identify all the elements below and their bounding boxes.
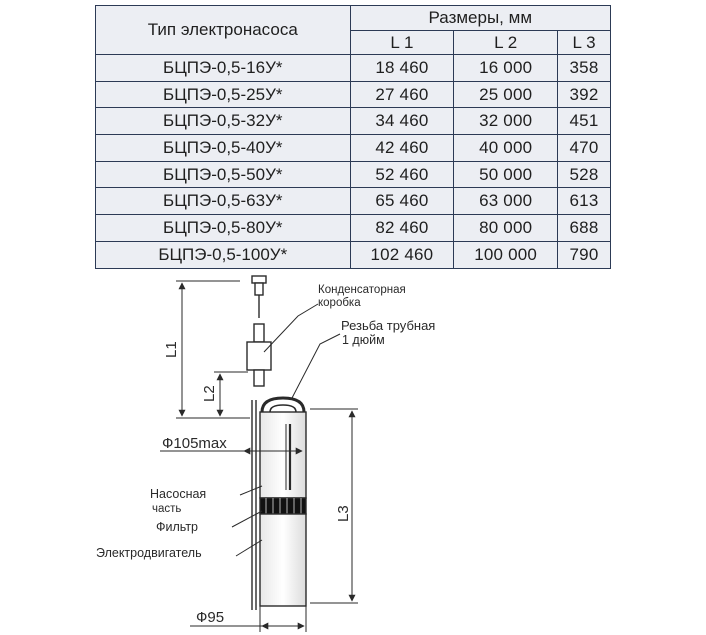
pipe-thread-label-2: 1 дюйм [342, 333, 385, 347]
diameter-95-label: Ф95 [196, 609, 225, 626]
pump-dimensions-table [95, 5, 611, 269]
pipe-thread-label: Резьба трубная [341, 318, 436, 333]
cell-l1: 102 460 [350, 241, 454, 268]
cell-l1: 27 460 [350, 81, 454, 108]
l3-label: L3 [335, 505, 352, 522]
diameter-max-label: Ф105max [162, 435, 227, 452]
filter-band [260, 498, 306, 514]
table-row [96, 161, 611, 188]
cell-l2: 80 000 [454, 215, 558, 242]
pump-drawing [0, 270, 706, 635]
cell-l3: 470 [558, 135, 611, 162]
cell-type: БЦПЭ-0,5-40У* [96, 135, 351, 162]
cell-type: БЦПЭ-0,5-80У* [96, 215, 351, 242]
cell-type: БЦПЭ-0,5-32У* [96, 108, 351, 135]
cell-type: БЦПЭ-0,5-16У* [96, 55, 351, 82]
capacitor-box-label-2: коробка [318, 297, 361, 309]
table-row [96, 215, 611, 242]
motor-label: Электродвигатель [96, 546, 202, 560]
cell-l1: 42 460 [350, 135, 454, 162]
table-row [96, 55, 611, 82]
cell-l1: 65 460 [350, 188, 454, 215]
cell-type: БЦПЭ-0,5-100У* [96, 241, 351, 268]
capacitor-box [247, 324, 271, 386]
table-row [96, 108, 611, 135]
cable-connector [252, 276, 266, 318]
l1-label: L1 [163, 341, 180, 358]
cell-l3: 528 [558, 161, 611, 188]
cell-l2: 50 000 [454, 161, 558, 188]
cell-l3: 392 [558, 81, 611, 108]
cell-type: БЦПЭ-0,5-50У* [96, 161, 351, 188]
filter-label: Фильтр [156, 520, 198, 534]
cell-l1: 52 460 [350, 161, 454, 188]
l2-label: L2 [201, 385, 218, 402]
cell-l2: 100 000 [454, 241, 558, 268]
header-sizes: Размеры, мм [350, 6, 610, 31]
cell-l2: 32 000 [454, 108, 558, 135]
cell-l1: 18 460 [350, 55, 454, 82]
cell-type: БЦПЭ-0,5-25У* [96, 81, 351, 108]
header-pump-type: Тип электронасоса [96, 6, 351, 55]
header-l3: L 3 [558, 31, 611, 55]
table-row [96, 81, 611, 108]
cell-l3: 688 [558, 215, 611, 242]
cell-l1: 34 460 [350, 108, 454, 135]
cell-l3: 790 [558, 241, 611, 268]
pump-part-body [260, 412, 306, 498]
cell-l2: 40 000 [454, 135, 558, 162]
table-row [96, 135, 611, 162]
header-l2: L 2 [454, 31, 558, 55]
cell-l2: 63 000 [454, 188, 558, 215]
pump-outlet [262, 398, 304, 412]
cell-l3: 613 [558, 188, 611, 215]
motor-body [260, 514, 306, 606]
header-l1: L 1 [350, 31, 454, 55]
cell-l2: 25 000 [454, 81, 558, 108]
pump-part-label-2: часть [152, 503, 182, 515]
capacitor-box-label: Конденсаторная [318, 284, 406, 296]
cell-l3: 451 [558, 108, 611, 135]
table-row [96, 241, 611, 268]
pump-part-label: Насосная [150, 487, 207, 501]
table-row [96, 188, 611, 215]
cell-l1: 82 460 [350, 215, 454, 242]
table-header-row [96, 6, 611, 31]
cell-l3: 358 [558, 55, 611, 82]
dimension-l2 [214, 372, 248, 416]
cell-l2: 16 000 [454, 55, 558, 82]
cell-type: БЦПЭ-0,5-63У* [96, 188, 351, 215]
